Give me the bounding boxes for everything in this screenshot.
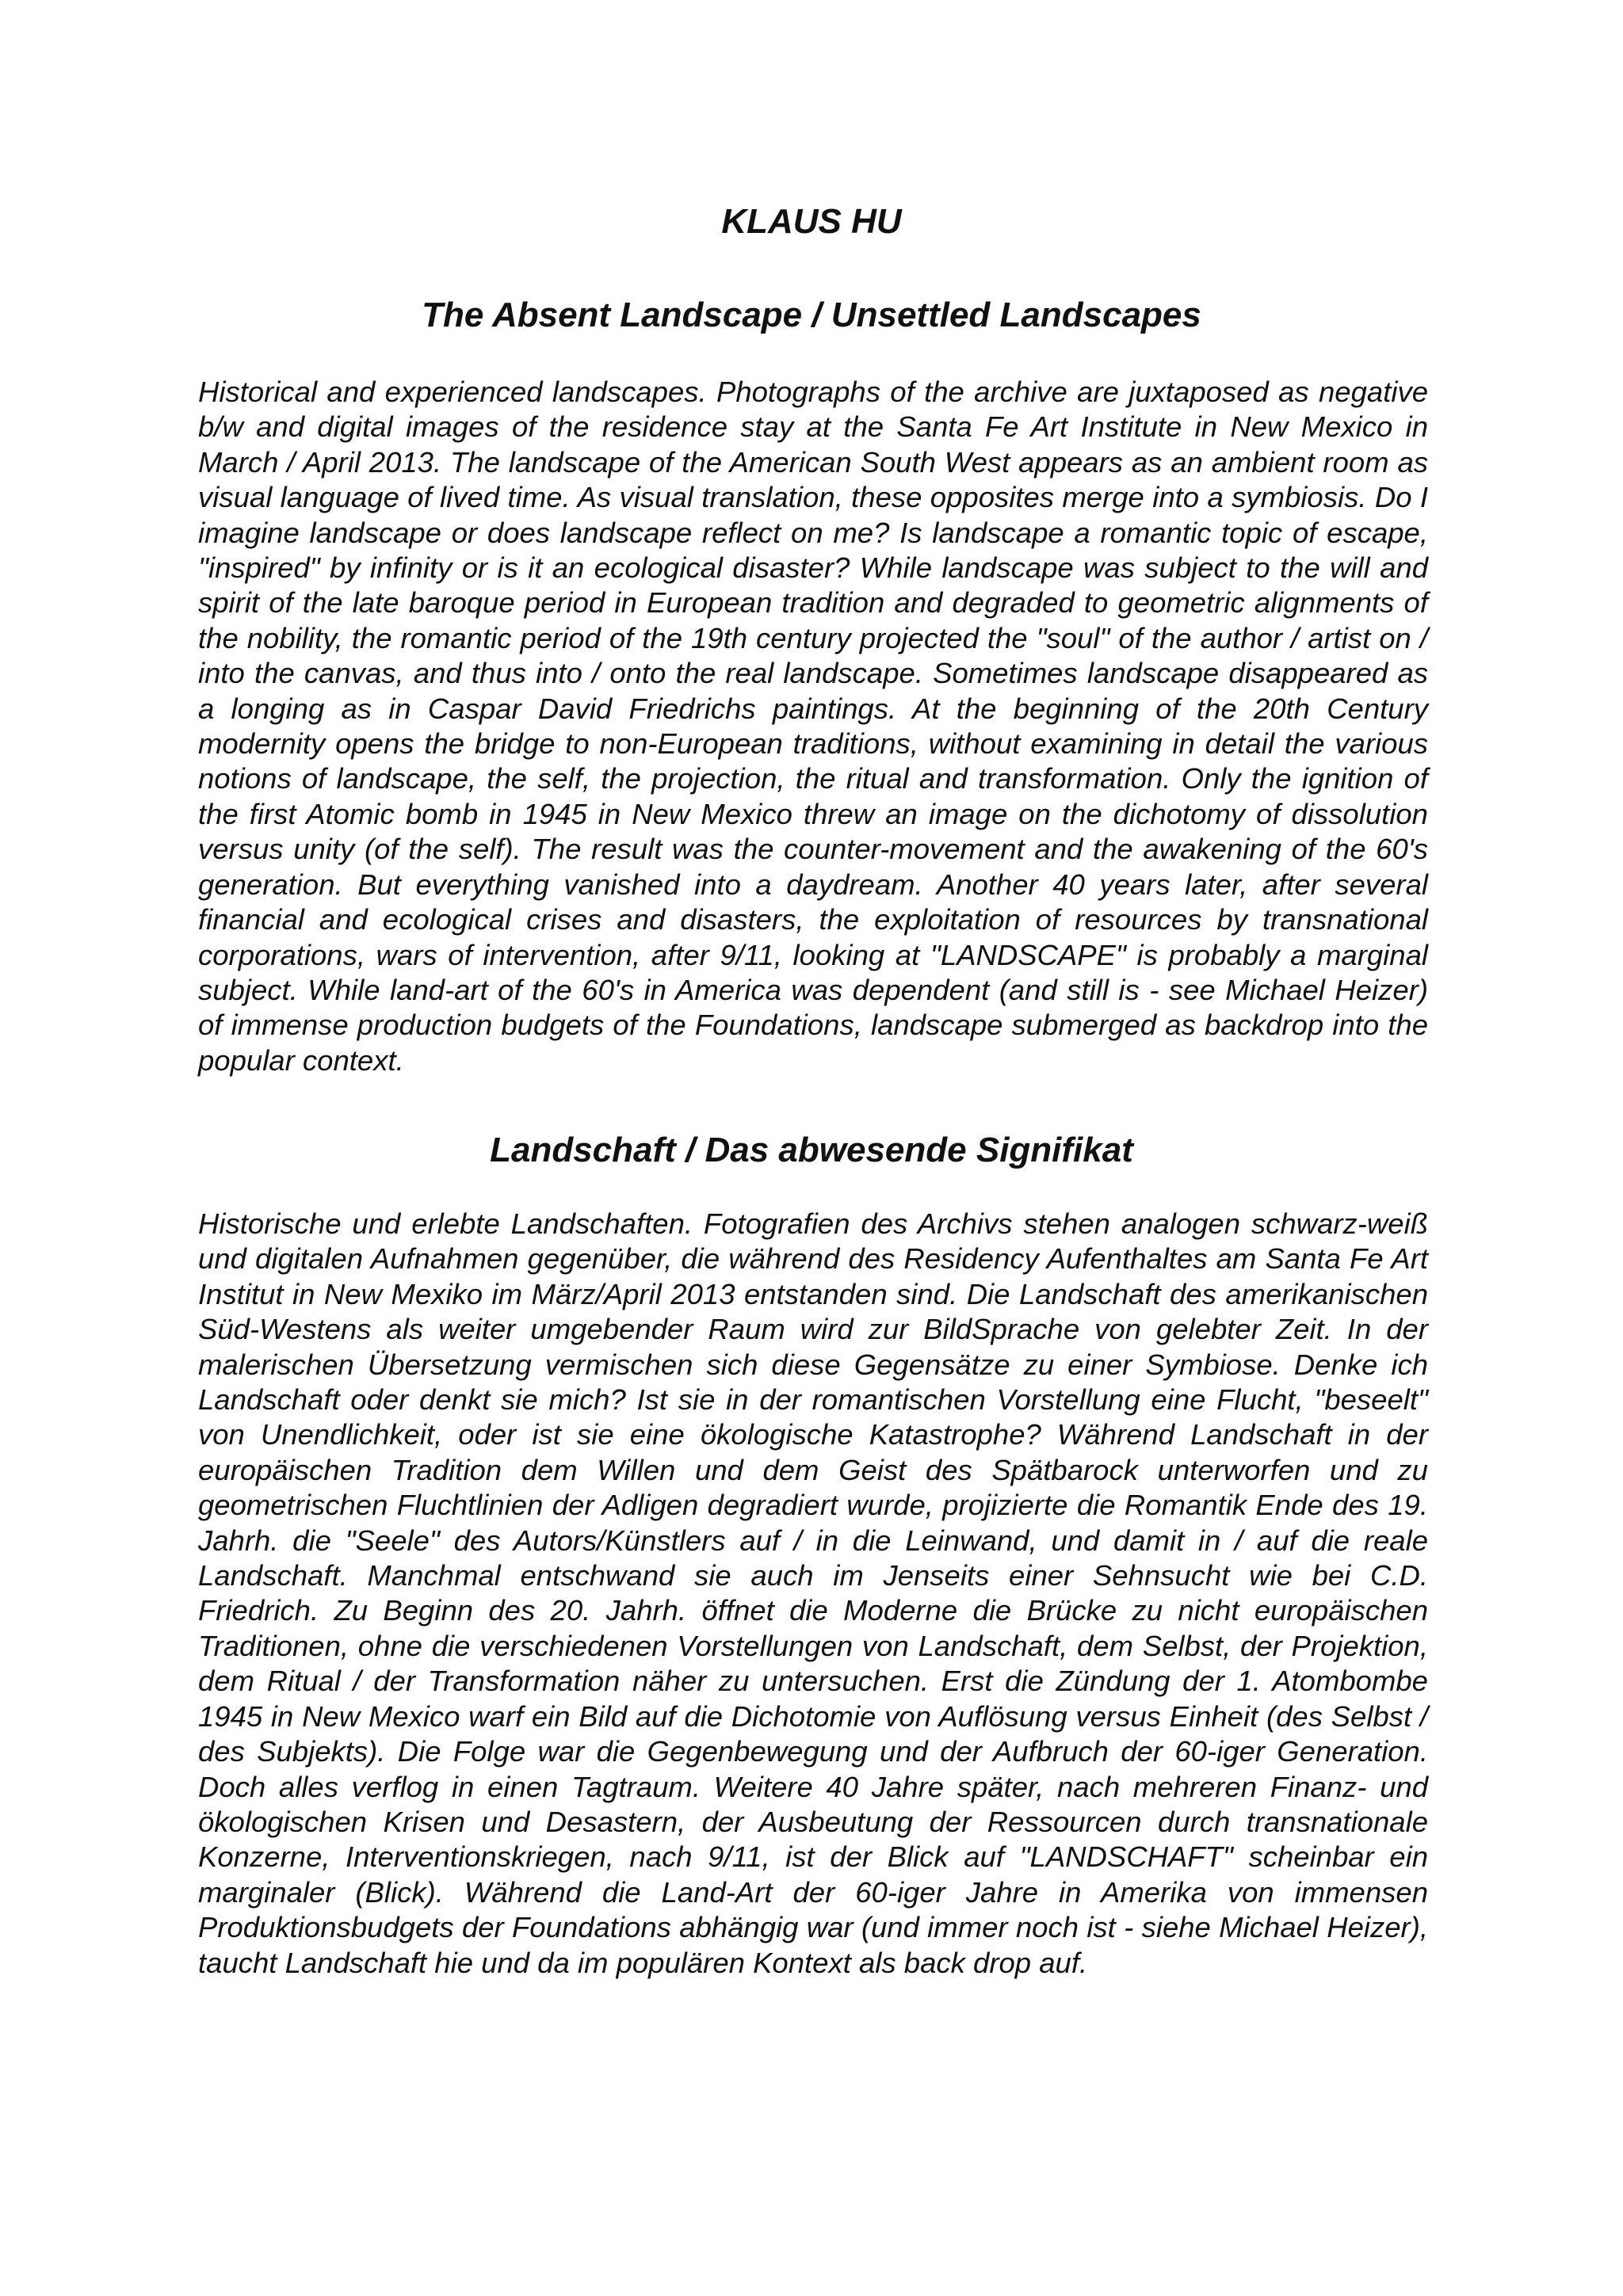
section-title-german: Landschaft / Das abwesende Signifikat xyxy=(490,1131,1133,1169)
author-name: KLAUS HU xyxy=(721,202,902,241)
section-body-english: Historical and experienced landscapes. Photographs of the archive are juxtaposed as negative b/w and digital images of the residence stay at the Santa Fe Art Institute in New Mexico in March / April 2013. The landscape of the American South West appears as an ambient room as visual language of lived time. As visual translation, these opposites merge into a symbiosis. Do I imagine landscape or does landscape reflect on me? Is landscape a romantic topic of escape, "inspired" by infinity or is it an ecological disaster? While landscape was subject to the will and spirit of the late baroque period in European tradition and degraded to geometric alignments of the nobility, the romantic period of the 19th century projected the "soul" of the author / artist on / into the canvas, and thus into / onto the real landscape. Sometimes landscape disappeared as a longing as in Caspar David Friedrichs paintings. At the beginning of the 20th Century modernity opens the bridge to non-European traditions, without examining in detail the various notions of landscape, the self, the projection, the ritual and transformation. Only the ignition of the first Atomic bomb in 1945 in New Mexico threw an image on the dichotomy of dissolution versus unity (of the self). The result was the counter-movement and the awakening of the 60's generation. But everything vanished into a daydream. Another 40 years later, after several financial and ecological crises and disasters, the exploitation of resources by transnational corporations, wars of intervention, after 9/11, looking at "LANDSCAPE" is probably a marginal subject. While land-art of the 60's in America was dependent (and still is - see Michael Heizer) of immense production budgets of the Foundations, landscape submerged as backdrop into the popular context. xyxy=(198,376,1428,1077)
section-body-german: Historische und erlebte Landschaften. Fotografien des Archivs stehen analogen schwarz-weiß und digitalen Aufnahmen gegenüber, die während des Residency Aufenthaltes am Santa Fe Art Institut in New Mexiko im März/April 2013 entstanden sind. Die Landschaft des amerikanischen Süd-Westens als weiter umgebender Raum wird zur BildSprache von gelebter Zeit. In der malerischen Übersetzung vermischen sich diese Gegensätze zu einer Symbiose. Denke ich Landschaft oder denkt sie mich? Ist sie in der romantischen Vorstellung eine Flucht, "beseelt" von Unendlichkeit, oder ist sie eine ökologische Katastrophe? Während Landschaft in der europäischen Tradition dem Willen und dem Geist des Spätbarock unterworfen und zu geometrischen Fluchtlinien der Adligen degradiert wurde, projizierte die Romantik Ende des 19. Jahrh. die "Seele" des Autors/Künstlers auf / in die Leinwand, und damit in / auf die reale Landschaft. Manchmal entschwand sie auch im Jenseits einer Sehnsucht wie bei C.D. Friedrich. Zu Beginn des 20. Jahrh. öffnet die Moderne die Brücke zu nicht europäischen Traditionen, ohne die verschiedenen Vorstellungen von Landschaft, dem Selbst, der Projektion, dem Ritual / der Transformation näher zu untersuchen. Erst die Zündung der 1. Atombombe 1945 in New Mexico warf ein Bild auf die Dichotomie von Auflösung versus Einheit (des Selbst / des Subjekts). Die Folge war die Gegenbewegung und der Aufbruch der 60-iger Generation. Doch alles verflog in einen Tagtraum. Weitere 40 Jahre später, nach mehreren Finanz- und ökologischen Krisen und Desastern, der Ausbeutung der Ressourcen durch transnationale Konzerne, Interventionskriegen, nach 9/11, ist der Blick auf "LANDSCHAFT" scheinbar ein marginaler (Blick). Während die Land-Art der 60-iger Jahre in Amerika von immensen Produktionsbudgets der Foundations abhängig war (und immer noch ist - siehe Michael Heizer), taucht Landschaft hie und da im populären Kontext als back drop auf. xyxy=(198,1207,1428,1979)
section-title-english: The Absent Landscape / Unsettled Landscapes xyxy=(422,296,1201,334)
